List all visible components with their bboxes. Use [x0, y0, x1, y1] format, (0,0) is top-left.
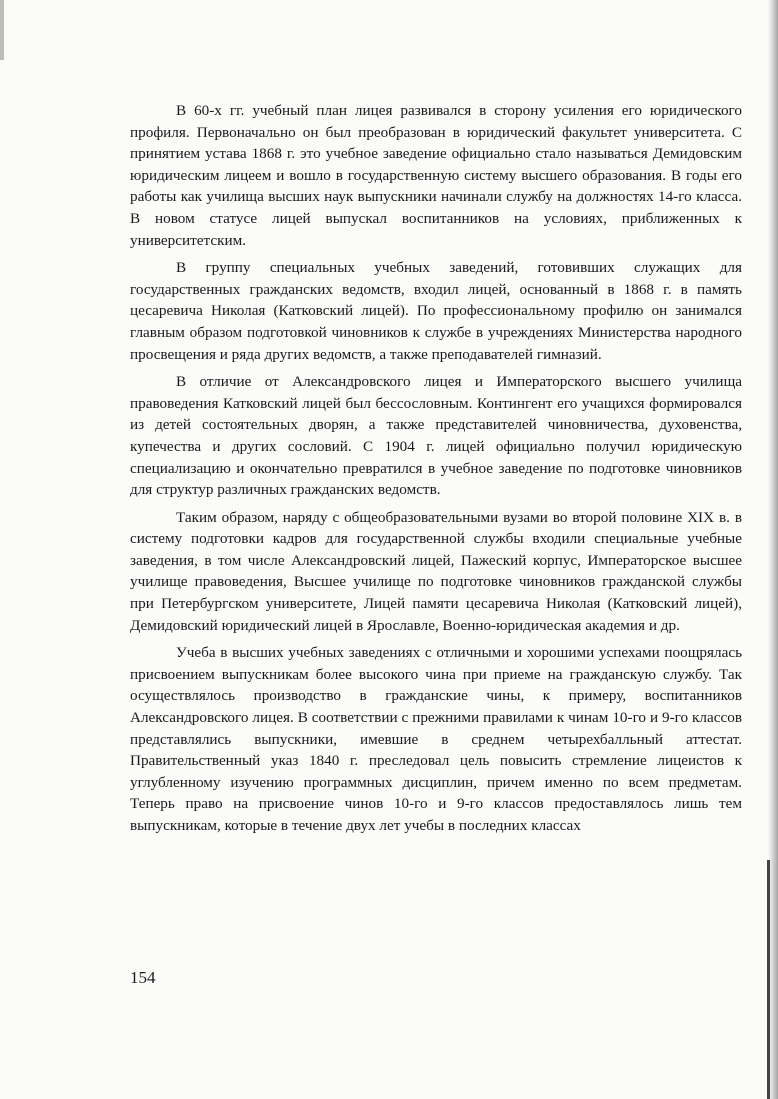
- scan-artifact-fold-line: [767, 860, 770, 1099]
- paragraph-1: В 60-х гг. учебный план лицея развивался в сторону усиления его юридического профиля. Первоначально он был преобразован в юридический факультет университета. С принятием устава 1868 г. это учебное заведение официально стало называться Демидовским юридическим лицеем и вошло в государственную систему высшего образования. В годы его работы как училища высших наук выпускники начинали службу на должностях 14-го класса. В новом статусе лицей выпускал воспитанников на условиях, приближенных к университетским.: [130, 102, 742, 249]
- body-text: [130, 100, 742, 843]
- paragraph-3: В отличие от Александровского лицея и Императорского высшего училища правоведения Катковский лицей был бессословным. Контингент его учащихся формировался из детей состоятельных дворян, а также представителей чиновничества, духовенства, купечества и других сословий. С 1904 г. лицей официально получил юридическую специализацию и окончательно превратился в учебное заведение по подготовке чиновников для структур различных гражданских ведомств.: [130, 373, 742, 499]
- paragraph-2: В группу специальных учебных заведений, готовивших служащих для государственных гражданских ведомств, входил лицей, основанный в 1868 г. в память цесаревича Николая (Катковский лицей). По профессиональному профилю он занимался главным образом подготовкой чиновников к службе в учреждениях Министерства народного просвещения и ряда других ведомств, а также преподавателей гимназий.: [130, 259, 742, 363]
- paragraph-4: Таким образом, наряду с общеобразовательными вузами во второй половине XIX в. в систему подготовки кадров для государственной службы входили специальные учебные заведения, в том числе Александровский лицей, Пажеский корпус, Императорское высшее училище правоведения, Высшее училище по подготовке чиновников гражданской службы при Петербургском университете, Лицей памяти цесаревича Николая (Катковский лицей), Демидовский юридический лицей в Ярославле, Военно-юридическая академия и др.: [130, 508, 742, 634]
- scan-artifact-corner: [0, 0, 4, 60]
- paragraph-5: Учеба в высших учебных заведениях с отличными и хорошими успехами поощрялась присвоением выпускникам более высокого чина при приеме на гражданскую службу. Так осуществлялось производство в гражданские чины, к примеру, воспитанников Александровского лицея. В соответствии с прежними правилами к чинам 10-го и 9-го классов представлялись выпускники, имевшие в среднем четырехбалльный аттестат. Правительственный указ 1840 г. преследовал цель повысить стремление лицеистов к углубленному изучению программных дисциплин, причем именно по всем предметам. Теперь право на присвоение чинов 10-го и 9-го классов предоставлялось лишь тем выпускникам, которые в течение двух лет учебы в последних классах: [130, 644, 742, 834]
- page-number: 154: [130, 968, 156, 987]
